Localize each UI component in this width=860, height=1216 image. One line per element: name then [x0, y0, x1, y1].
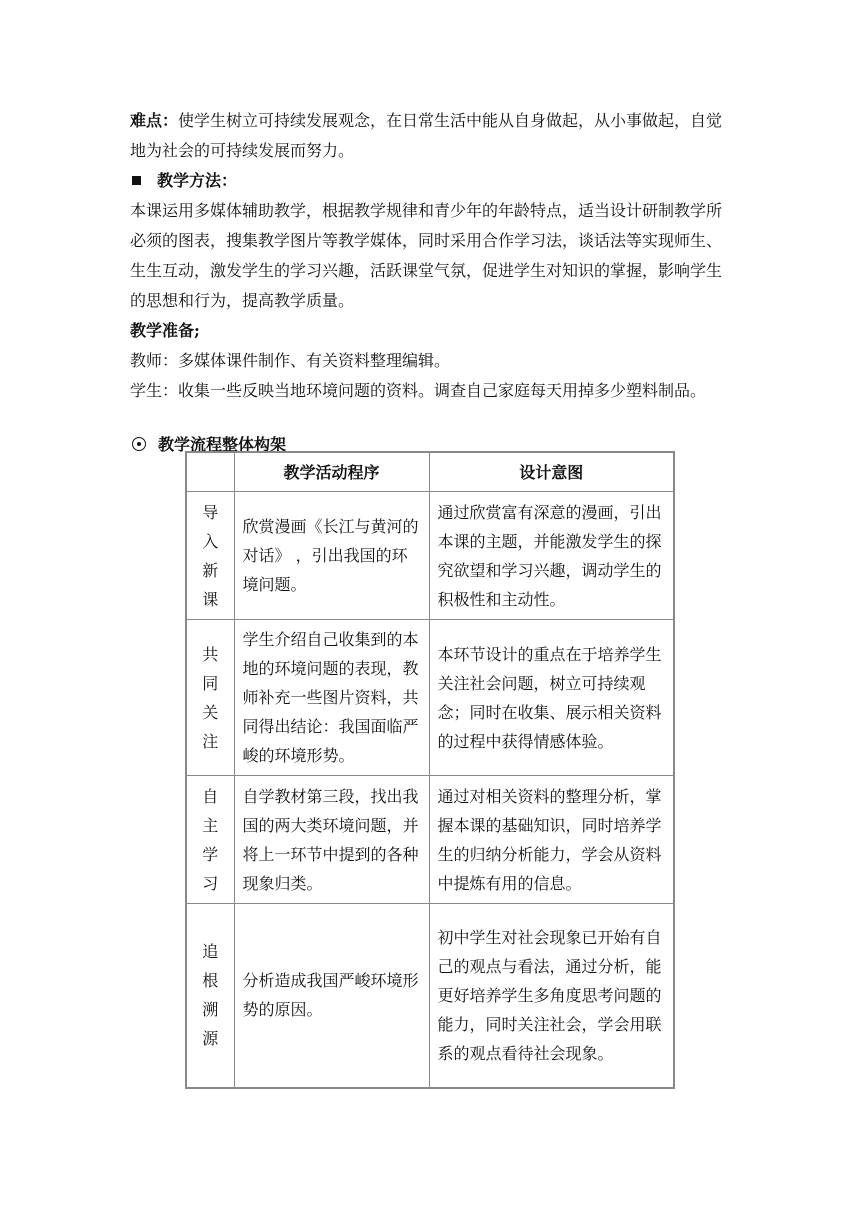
preparation-student: 学生：收集一些反映当地环境问题的资料。调查自己家庭每天用掉多少塑料制品。: [130, 381, 707, 400]
preparation-teacher: 教师：多媒体课件制作、有关资料整理编辑。: [130, 351, 451, 370]
stage-cell: 自主学习: [186, 776, 234, 904]
table-header-cell: 教学活动程序: [234, 452, 429, 492]
method-heading: [130, 166, 730, 196]
table-row: [186, 492, 674, 620]
table-row: [186, 904, 674, 1088]
circle-dot-icon: [132, 437, 146, 451]
table-row: [186, 620, 674, 776]
square-bullet-icon: [132, 176, 141, 185]
intent-cell: 通过对相关资料的整理分析，掌握本课的基础知识，同时培养学生的归纳分析能力，学会从资料中提炼有用的信息。: [429, 776, 674, 904]
difficulty-paragraph: [130, 106, 730, 166]
intent-cell: 本环节设计的重点在于培养学生关注社会问题，树立可持续观念；同时在收集、展示相关资料的过程中获得情感体验。: [429, 620, 674, 776]
table-header-cell: 设计意图: [429, 452, 674, 492]
intent-cell: 初中学生对社会现象已开始有自己的观点与看法，通过分析，能更好培养学生多角度思考问题的能力，同时关注社会，学会用联系的观点看待社会现象。: [429, 904, 674, 1088]
difficulty-label: 难点：: [130, 111, 179, 130]
document-body: [130, 106, 730, 456]
stage-cell: 共同关注: [186, 620, 234, 776]
activity-cell: 学生介绍自己收集到的本地的环境问题的表现，教师补充一些图片资料，共同得出结论：我国面临严峻的环境形势。: [234, 620, 429, 776]
activity-cell: 欣赏漫画《长江与黄河的对话》 ，引出我国的环境问题。: [234, 492, 429, 620]
framework-heading-text: 教学流程整体构架: [158, 435, 287, 454]
preparation-heading: 教学准备;: [130, 321, 200, 340]
stage-cell: 导入新课: [186, 492, 234, 620]
stage-cell: 追根溯源: [186, 904, 234, 1088]
table-row: [186, 776, 674, 904]
intent-cell: 通过欣赏富有深意的漫画，引出本课的主题，并能激发学生的探究欲望和学习兴趣，调动学生的积极性和主动性。: [429, 492, 674, 620]
framework-table: [185, 451, 675, 1089]
method-heading-text: 教学方法：: [157, 171, 238, 190]
table-header-cell: [186, 452, 234, 492]
method-paragraph: 本课运用多媒体辅助教学，根据教学规律和青少年的年龄特点，适当设计研制教学所必须的图表，搜集教学图片等教学媒体，同时采用合作学习法，谈话法等实现师生、生生互动，激发学生的学习兴趣，活跃课堂气氛，促进学生对知识的掌握，影响学生的思想和行为，提高教学质量。: [130, 201, 723, 310]
activity-cell: 自学教材第三段，找出我国的两大类环境问题，并将上一环节中提到的各种现象归类。: [234, 776, 429, 904]
difficulty-text: 使学生树立可持续发展观念，在日常生活中能从自身做起，从小事做起，自觉地为社会的可持续发展而努力。: [130, 111, 723, 160]
table-header-row: [186, 452, 674, 492]
activity-cell: 分析造成我国严峻环境形势的原因。: [234, 904, 429, 1088]
